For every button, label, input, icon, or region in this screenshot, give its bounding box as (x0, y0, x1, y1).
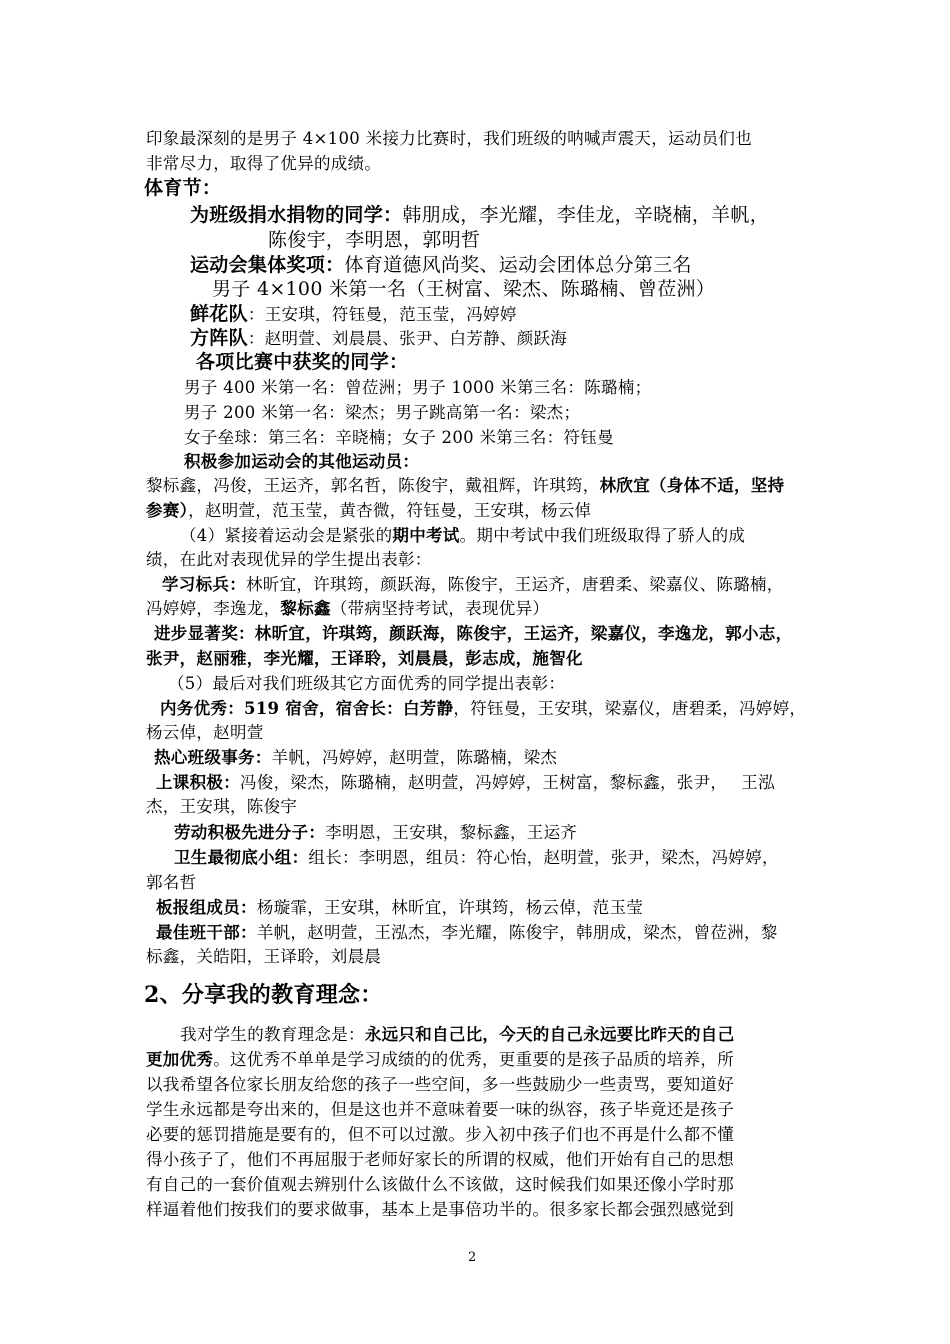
paragraph-line: 杨云倬，赵明萱 (146, 723, 264, 742)
award-line: 陈俊宇，李明恩，郭明哲 (268, 229, 481, 251)
page-number: 2 (468, 1250, 477, 1265)
award-line: 卫生最彻底小组：组长：李明恩，组员：符心怡，赵明萱，张尹，梁杰，冯婷婷， (174, 848, 779, 867)
paragraph-line: 绩，在此对表现优异的学生提出表彰： (146, 550, 432, 569)
award-line: 学习标兵：林昕宜，许琪筠，颜跃海，陈俊宇，王运齐，唐碧柔、梁嘉仪、陈璐楠， (162, 575, 784, 594)
paragraph-line: （4）紧接着运动会是紧张的期中考试。期中考试中我们班级取得了骄人的成 (180, 526, 746, 545)
result-line: 男子 200 米第一名：梁杰；男子跳高第一名：梁杰； (184, 403, 581, 422)
result-line: 女子垒球：第三名：辛晓楠；女子 200 米第三名：符钰曼 (184, 428, 614, 447)
award-line: 进步显著奖：林昕宜，许琪筠，颜跃海，陈俊宇，王运齐，梁嘉仪，李逸龙，郭小志， (154, 624, 793, 643)
sub-heading: 积极参加运动会的其他运动员： (184, 452, 420, 471)
award-line: 热心班级事务：羊帆，冯婷婷，赵明萱，陈璐楠，梁杰 (154, 748, 558, 767)
paragraph-line: 得小孩子了，他们不再屈服于老师好家长的所谓的权威，他们开始有自己的思想 (146, 1150, 734, 1169)
award-line: 运动会集体奖项：体育道德风尚奖、运动会团体总分第三名 (190, 254, 692, 276)
award-line: 最佳班干部：羊帆，赵明萱，王泓杰，李光耀，陈俊宇，韩朋成，梁杰，曾莅洲，黎 (156, 923, 778, 942)
award-line: 为班级捐水捐物的同学：韩朋成，李光耀，李佳龙，辛晓楠，羊帆， (190, 204, 770, 226)
section-heading: 2、分享我的教育理念： (144, 982, 383, 1008)
paragraph-line: 必要的惩罚措施是要有的，但不可以过激。步入初中孩子们也不再是什么都不懂 (146, 1125, 734, 1144)
award-line: 上课积极：冯俊，梁杰，陈璐楠，赵明萱，冯婷婷，王树富，黎标鑫，张尹， 王泓 (156, 773, 775, 792)
paragraph-line: 学生永远都是夸出来的，但是这也并不意味着要一味的纵容，孩子毕竟还是孩子 (146, 1100, 734, 1119)
result-line: 男子 400 米第一名：曾莅洲；男子 1000 米第三名：陈璐楠； (184, 378, 652, 397)
award-line: 方阵队：赵明萱、刘晨晨、张尹、白芳静、颜跃海 (190, 327, 568, 349)
award-line: 板报组成员：杨璇霏，王安琪，林昕宜，许琪筠，杨云倬，范玉莹 (156, 898, 644, 917)
award-line: 男子 4×100 米第一名（王树富、梁杰、陈璐楠、曾莅洲） (212, 278, 716, 300)
paragraph-line: 杰，王安琪，陈俊宇 (146, 797, 298, 816)
paragraph-line: 非常尽力，取得了优异的成绩。 (146, 154, 382, 173)
award-line: 鲜花队：王安琪，符钰曼，范玉莹，冯婷婷 (190, 303, 517, 325)
sub-heading: 各项比赛中获奖的同学： (196, 351, 409, 373)
paragraph-line: 以我希望各位家长朋友给您的孩子一些空间，多一些鼓励少一些责骂，要知道好 (146, 1075, 734, 1094)
paragraph-line: （5）最后对我们班级其它方面优秀的同学提出表彰： (168, 674, 566, 693)
section-heading: 体育节： (144, 177, 222, 199)
paragraph-line: 更加优秀。这优秀不单单是学习成绩的的优秀，更重要的是孩子品质的培养，所 (146, 1050, 735, 1069)
paragraph-line: 黎标鑫，冯俊，王运齐，郭名哲，陈俊宇，戴祖辉，许琪筠，林欣宜（身体不适，坚持 (146, 476, 785, 495)
paragraph-line: 印象最深刻的是男子 4×100 米接力比赛时，我们班级的呐喊声震天，运动员们也 (146, 129, 753, 148)
paragraph-line: 冯婷婷，李逸龙，黎标鑫（带病坚持考试，表现优异） (146, 599, 550, 618)
paragraph-line: 参赛），赵明萱，范玉莹，黄杏微，符钰曼，王安琪，杨云倬 (146, 501, 592, 520)
paragraph-line: 张尹，赵丽雅，李光耀，王译聆，刘晨晨，彭志成，施智化 (146, 649, 583, 668)
paragraph-line: 样逼着他们按我们的要求做事，基本上是事倍功半的。很多家长都会强烈感觉到 (146, 1200, 734, 1219)
award-line: 内务优秀：519 宿舍，宿舍长：白芳静，符钰曼，王安琪，梁嘉仪，唐碧柔，冯婷婷， (160, 699, 807, 718)
paragraph-line: 郭名哲 (146, 873, 197, 892)
award-line: 劳动积极先进分子：李明恩，王安琪，黎标鑫，王运齐 (174, 823, 578, 842)
paragraph-line: 我对学生的教育理念是：永远只和自己比，今天的自己永远要比昨天的自己 (180, 1025, 735, 1044)
paragraph-line: 标鑫，关皓阳，王译聆，刘晨晨 (146, 947, 382, 966)
paragraph-line: 有自己的一套价值观去辨别什么该做什么不该做，这时候我们如果还像小学时那 (146, 1175, 734, 1194)
